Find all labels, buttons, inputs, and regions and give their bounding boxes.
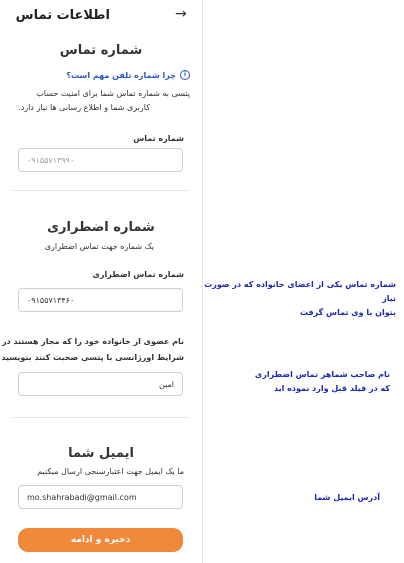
annotation-emergency-number-line2: بتوان با وی تماس گرفت: [299, 308, 396, 317]
arrow-right-icon[interactable]: →: [175, 6, 187, 22]
info-icon: i: [180, 70, 190, 80]
emergency-phone-input[interactable]: ۰۹۱۵۵۷۱۳۴۶۰: [18, 288, 183, 312]
why-phone-important-label: چرا شماره تلفن مهم است؟: [66, 70, 176, 80]
divider: [12, 417, 190, 418]
header: [0, 0, 202, 34]
family-name-input[interactable]: امین: [18, 372, 183, 396]
save-and-continue-button[interactable]: ذخیره و ادامه: [18, 528, 183, 552]
annotation-email: آدرس ایمیل شما: [314, 493, 380, 502]
family-name-prompt-line1: نام عضوی از خانواده خود را که مجاز هستند در: [2, 337, 184, 346]
emergency-section-title: شماره اضطراری: [47, 220, 155, 235]
contact-field-label: شماره تماس: [133, 134, 184, 143]
annotation-emergency-name-line1: نام صاحب شماهر تماس اضطراری: [254, 370, 390, 379]
why-phone-important-link[interactable]: [66, 70, 190, 80]
annotation-emergency-number: [198, 278, 396, 320]
annotation-emergency-name-line2: که در فیلد قبل وارد نموده اید: [274, 384, 390, 393]
contact-description-line1: پتسی به شماره تماس شما برای امنیت حساب: [36, 89, 190, 98]
family-name-prompt-line2: شرایط اورژانسی با پتسی صحبت کنند بنویسید: [1, 353, 184, 362]
divider: [12, 190, 190, 191]
emergency-subtitle: یک شماره جهت تماس اضطراری: [44, 242, 154, 251]
page-title: اطلاعات تماس: [15, 8, 110, 23]
contact-phone-input[interactable]: ۰۹۱۵۵۷۱۳۹۹۰: [18, 148, 183, 172]
contact-section-title: شماره تماس: [59, 43, 143, 58]
annotation-emergency-name: [210, 368, 390, 396]
email-section-title: ایمیل شما: [68, 446, 134, 461]
emergency-field-label: شماره تماس اضطراری: [92, 270, 184, 279]
email-input[interactable]: mo.shahrabadi@gmail.com: [18, 485, 183, 509]
annotation-emergency-number-line1: شماره تماس یکی از اعضای خانواده که در صورت نیاز: [204, 280, 396, 303]
contact-description-line2: کاربری شما و اطلاع رسانی ها نیاز دارد.: [18, 103, 150, 112]
email-subtitle: ما یک ایمیل جهت اعتبارسنجی ارسال میکنیم: [37, 467, 184, 476]
